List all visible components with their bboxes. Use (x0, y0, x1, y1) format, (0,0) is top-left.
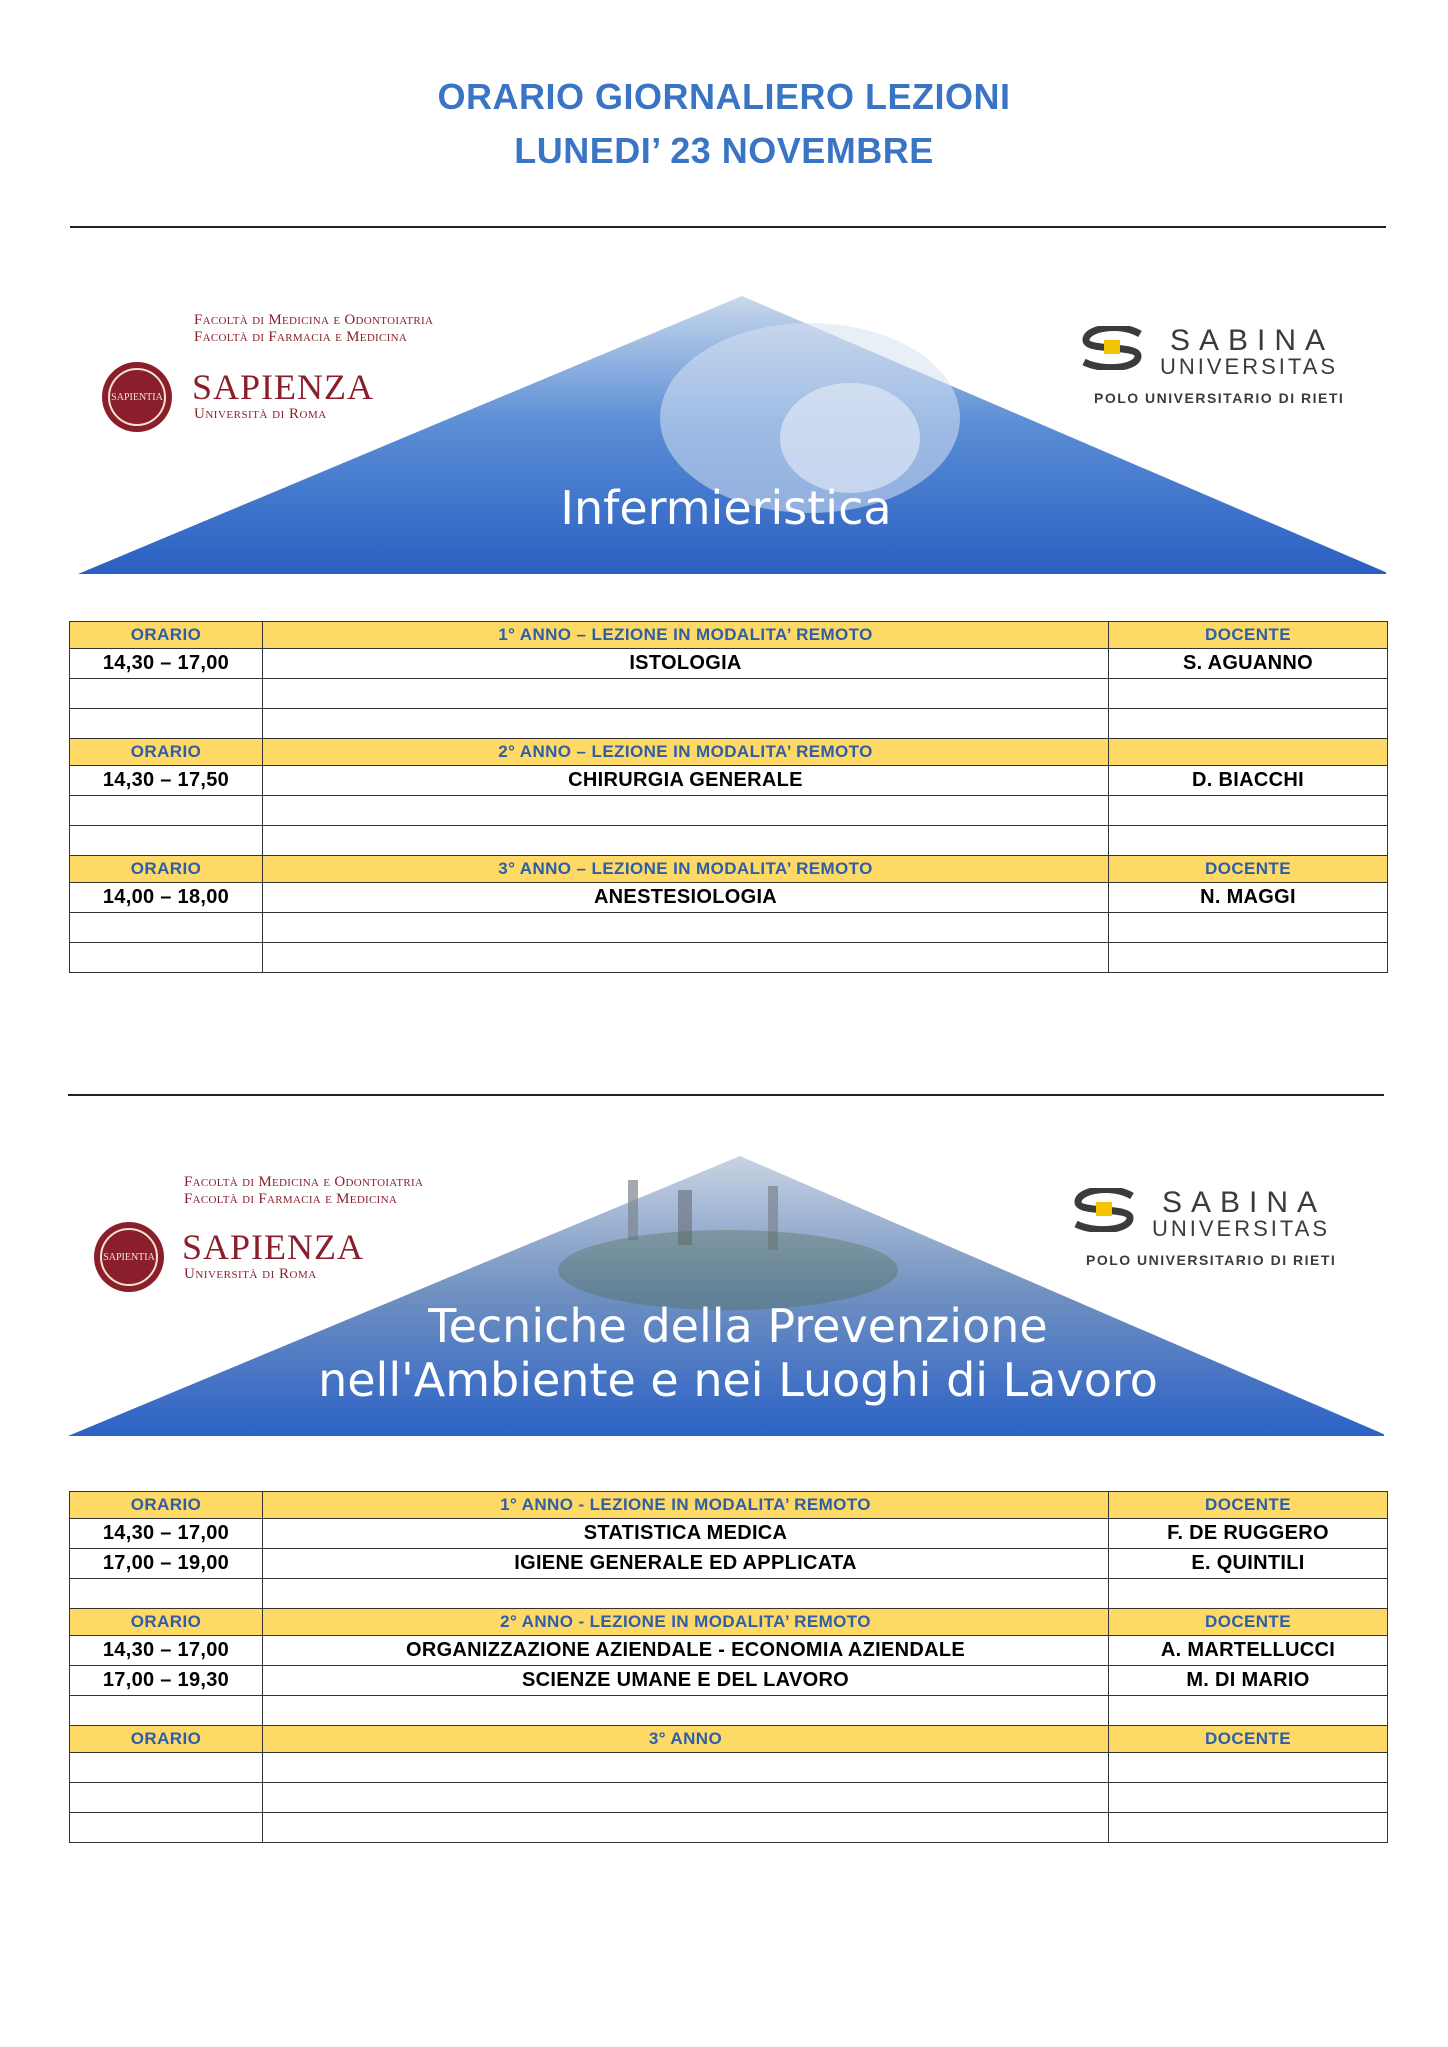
table-row (70, 1666, 1388, 1696)
table-header-row (70, 1609, 1388, 1636)
col-docente: DOCENTE (1109, 622, 1388, 649)
page-title-line2: LUNEDI’ 23 NOVEMBRE (514, 130, 934, 171)
time-cell (70, 913, 263, 943)
col-orario: ORARIO (70, 1726, 263, 1753)
sabina-universitas: UNIVERSITAS (1152, 1216, 1331, 1241)
time-cell: 14,30 – 17,00 (70, 649, 263, 679)
col-anno: 1° ANNO – LEZIONE IN MODALITA’ REMOTO (263, 622, 1109, 649)
table-header-row (70, 1492, 1388, 1519)
subject-cell: SCIENZE UMANE E DEL LAVORO (263, 1666, 1109, 1696)
teacher-cell (1109, 679, 1388, 709)
table-row (70, 679, 1388, 709)
subject-cell: ANESTESIOLOGIA (263, 883, 1109, 913)
teacher-cell (1109, 1813, 1388, 1843)
col-anno: 2° ANNO – LEZIONE IN MODALITA’ REMOTO (263, 739, 1109, 766)
col-docente (1109, 739, 1388, 766)
table-row (70, 883, 1388, 913)
sapienza-sub: Università di Roma (194, 406, 327, 422)
teacher-cell (1109, 826, 1388, 856)
subject-cell (263, 796, 1109, 826)
sabina-name: SABINA (1170, 324, 1335, 357)
sapienza-name: SAPIENZA (192, 367, 375, 407)
teacher-cell (1109, 1783, 1388, 1813)
sapienza-sub: Università di Roma (184, 1266, 317, 1282)
table-row (70, 1519, 1388, 1549)
subject-cell (263, 1579, 1109, 1609)
faculty-text (194, 312, 433, 346)
col-orario: ORARIO (70, 739, 263, 766)
subject-cell (263, 826, 1109, 856)
industrial-image-area (628, 1180, 638, 1240)
teacher-cell: N. MAGGI (1109, 883, 1388, 913)
col-docente: DOCENTE (1109, 1726, 1388, 1753)
sabina-polo: POLO UNIVERSITARIO DI RIETI (1086, 1252, 1337, 1268)
seal-text: SAPIENTIA (108, 368, 166, 426)
time-cell: 14,00 – 18,00 (70, 883, 263, 913)
course-name-infermieristica: Infermieristica (560, 481, 892, 535)
subject-cell: ISTOLOGIA (263, 649, 1109, 679)
col-docente: DOCENTE (1109, 1492, 1388, 1519)
sapienza-name: SAPIENZA (182, 1227, 365, 1267)
subject-cell (263, 913, 1109, 943)
col-anno: 3° ANNO – LEZIONE IN MODALITA’ REMOTO (263, 856, 1109, 883)
table-header-row (70, 856, 1388, 883)
teacher-cell (1109, 709, 1388, 739)
subject-cell (263, 1753, 1109, 1783)
divider-middle (68, 1094, 1384, 1096)
time-cell (70, 796, 263, 826)
subject-cell: IGIENE GENERALE ED APPLICATA (263, 1549, 1109, 1579)
col-anno: 2° ANNO - LEZIONE IN MODALITA’ REMOTO (263, 1609, 1109, 1636)
subject-cell (263, 1783, 1109, 1813)
table-header-row (70, 739, 1388, 766)
time-cell (70, 709, 263, 739)
col-orario: ORARIO (70, 856, 263, 883)
sabina-name: SABINA (1162, 1186, 1327, 1219)
table-row (70, 1549, 1388, 1579)
faculty-line2: Facoltà di Farmacia e Medicina (184, 1191, 398, 1207)
sabina-polo: POLO UNIVERSITARIO DI RIETI (1094, 390, 1345, 406)
teacher-cell: E. QUINTILI (1109, 1549, 1388, 1579)
banner-infermieristica (70, 288, 1386, 578)
teacher-cell (1109, 1753, 1388, 1783)
subject-cell (263, 709, 1109, 739)
divider-top (70, 226, 1386, 228)
table-row (70, 766, 1388, 796)
col-anno: 1° ANNO - LEZIONE IN MODALITA’ REMOTO (263, 1492, 1109, 1519)
table-header-row (70, 622, 1388, 649)
teacher-cell (1109, 913, 1388, 943)
table-row (70, 796, 1388, 826)
teacher-cell (1109, 796, 1388, 826)
col-docente: DOCENTE (1109, 856, 1388, 883)
page-title-line1: ORARIO GIORNALIERO LEZIONI (437, 76, 1011, 117)
time-cell (70, 943, 263, 973)
table-row (70, 826, 1388, 856)
col-orario: ORARIO (70, 1492, 263, 1519)
time-cell: 14,30 – 17,00 (70, 1636, 263, 1666)
time-cell: 17,00 – 19,30 (70, 1666, 263, 1696)
table-row (70, 709, 1388, 739)
teacher-cell (1109, 1696, 1388, 1726)
subject-cell (263, 1813, 1109, 1843)
table-row (70, 1753, 1388, 1783)
teacher-cell: S. AGUANNO (1109, 649, 1388, 679)
table-row (70, 913, 1388, 943)
seal-text: SAPIENTIA (100, 1228, 158, 1286)
table-row (70, 1813, 1388, 1843)
time-cell (70, 1579, 263, 1609)
table-row (70, 649, 1388, 679)
col-anno: 3° ANNO (263, 1726, 1109, 1753)
table-header-row (70, 1726, 1388, 1753)
time-cell (70, 1783, 263, 1813)
time-cell: 17,00 – 19,00 (70, 1549, 263, 1579)
time-cell (70, 1813, 263, 1843)
col-orario: ORARIO (70, 622, 263, 649)
course-name-tecniche-line1: Tecniche della Prevenzione (428, 1299, 1048, 1353)
sabina-logo-icon (1080, 326, 1144, 370)
subject-cell (263, 943, 1109, 973)
sabina-universitas: UNIVERSITAS (1160, 354, 1339, 379)
faculty-line2: Facoltà di Farmacia e Medicina (194, 329, 408, 345)
subject-cell (263, 679, 1109, 709)
table-row (70, 1696, 1388, 1726)
time-cell (70, 826, 263, 856)
time-cell: 14,30 – 17,50 (70, 766, 263, 796)
time-cell (70, 679, 263, 709)
col-orario: ORARIO (70, 1609, 263, 1636)
col-docente: DOCENTE (1109, 1609, 1388, 1636)
subject-cell: ORGANIZZAZIONE AZIENDALE - ECONOMIA AZIENDALE (263, 1636, 1109, 1666)
schedule-table-infermieristica (69, 621, 1388, 973)
course-name-tecniche-line2: nell'Ambiente e nei Luoghi di Lavoro (318, 1353, 1158, 1407)
table-row (70, 943, 1388, 973)
sapienza-seal (94, 1222, 164, 1292)
sabina-logo-icon (1072, 1188, 1136, 1232)
faculty-line1: Facoltà di Medicina e Odontoiatria (194, 312, 434, 328)
sapienza-seal (102, 362, 172, 432)
table-row (70, 1579, 1388, 1609)
teacher-cell: D. BIACCHI (1109, 766, 1388, 796)
subject-cell: CHIRURGIA GENERALE (263, 766, 1109, 796)
schedule-table-tecniche-prevenzione (69, 1491, 1388, 1843)
teacher-cell: A. MARTELLUCCI (1109, 1636, 1388, 1666)
teacher-cell (1109, 1579, 1388, 1609)
table-row (70, 1636, 1388, 1666)
table-row (70, 1783, 1388, 1813)
subject-cell: STATISTICA MEDICA (263, 1519, 1109, 1549)
teacher-cell: M. DI MARIO (1109, 1666, 1388, 1696)
banner-tecniche-prevenzione (68, 1150, 1384, 1440)
time-cell (70, 1753, 263, 1783)
teacher-cell: F. DE RUGGERO (1109, 1519, 1388, 1549)
faculty-line1: Facoltà di Medicina e Odontoiatria (184, 1174, 424, 1190)
subject-cell (263, 1696, 1109, 1726)
time-cell (70, 1696, 263, 1726)
faculty-text (184, 1174, 423, 1208)
time-cell: 14,30 – 17,00 (70, 1519, 263, 1549)
teacher-cell (1109, 943, 1388, 973)
